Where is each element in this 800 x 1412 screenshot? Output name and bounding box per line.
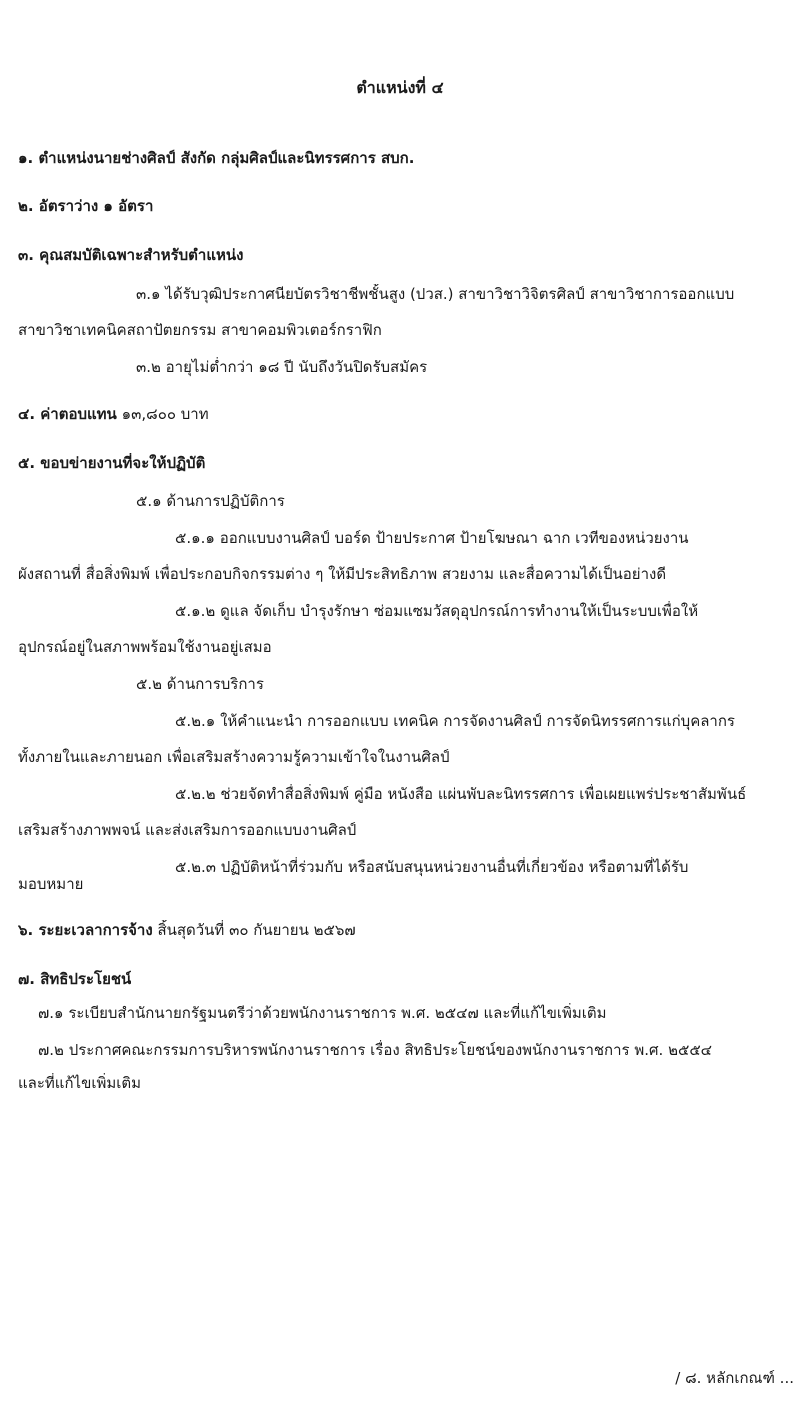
section-7-item-2-line-1: ๗.๒ ประกาศคณะกรรมการบริหารพนักงานราชการ เรื่อง สิทธิประโยชน์ของพนักงานราชการ พ.ศ. ๒๕๕๔ <box>38 1041 713 1059</box>
section-5-item-1-1-line-1: ๕.๑.๑ ออกแบบงานศิลป์ บอร์ด ป้ายประกาศ ป้ายโฆษณา ฉาก เวทีของหน่วยงาน <box>175 529 689 547</box>
section-3-heading: ๓. คุณสมบัติเฉพาะสำหรับตำแหน่ง <box>18 246 244 264</box>
section-5-item-1-1-line-2: ผังสถานที่ สื่อสิ่งพิมพ์ เพื่อประกอบกิจกรรมต่าง ๆ ให้มีประสิทธิภาพ สวยงาม และสื่อความได้เป็นอย่างดี <box>18 565 667 583</box>
section-5-item-2-3-line-2: มอบหมาย <box>18 875 84 893</box>
section-3-item-1-line-1: ๓.๑ ได้รับวุฒิประกาศนียบัตรวิชาชีพชั้นสูง (ปวส.) สาขาวิชาวิจิตรศิลป์ สาขาวิชาการออกแบบ <box>136 285 735 303</box>
section-5-item-2-3-line-1: ๕.๒.๓ ปฏิบัติหน้าที่ร่วมกับ หรือสนับสนุนหน่วยงานอื่นที่เกี่ยวข้อง หรือตามที่ได้รับ <box>175 858 689 876</box>
section-5-item-1-2-line-2: อุปกรณ์อยู่ในสภาพพร้อมใช้งานอยู่เสมอ <box>18 638 272 656</box>
section-5-heading: ๕. ขอบข่ายงานที่จะให้ปฏิบัติ <box>18 454 206 472</box>
section-5-item-2-1-line-1: ๕.๒.๑ ให้คำแนะนำ การออกแบบ เทคนิค การจัดงานศิลป์ การจัดนิทรรศการแก่บุคลากร <box>175 712 735 730</box>
section-2-heading: ๒. อัตราว่าง ๑ อัตรา <box>18 197 154 215</box>
page-title: ตำแหน่งที่ ๔ <box>356 78 444 97</box>
section-6-value: สิ้นสุดวันที่ ๓๐ กันยายน ๒๕๖๗ <box>152 921 356 939</box>
section-6-label: ๖. ระยะเวลาการจ้าง <box>18 921 153 939</box>
section-1-heading: ๑. ตำแหน่งนายช่างศิลป์ สังกัด กลุ่มศิลป์และนิทรรศการ สบก. <box>18 149 415 167</box>
section-4-value: ๑๓,๘๐๐ บาท <box>116 405 209 423</box>
section-4-label: ๔. ค่าตอบแทน <box>18 405 117 423</box>
section-7-heading: ๗. สิทธิประโยชน์ <box>18 970 132 988</box>
section-7-item-2-line-2: และที่แก้ไขเพิ่มเติม <box>18 1074 142 1092</box>
section-5-item-2-2-line-1: ๕.๒.๒ ช่วยจัดทำสื่อสิ่งพิมพ์ คู่มือ หนังสือ แผ่นพับละนิทรรศการ เพื่อเผยแพร่ประชาสัมพันธ์ <box>175 785 747 803</box>
page-continuation-note: / ๘. หลักเกณฑ์ ... <box>675 1369 794 1387</box>
section-5-item-1-2-line-1: ๕.๑.๒ ดูแล จัดเก็บ บำรุงรักษา ซ่อมแซมวัสดุอุปกรณ์การทำงานให้เป็นระบบเพื่อให้ <box>175 602 699 620</box>
section-6-employment-period <box>18 920 356 940</box>
section-3-item-2: ๓.๒ อายุไม่ต่ำกว่า ๑๘ ปี นับถึงวันปิดรับสมัคร <box>136 358 428 376</box>
section-7-item-1: ๗.๑ ระเบียบสำนักนายกรัฐมนตรีว่าด้วยพนักงานราชการ พ.ศ. ๒๕๔๗ และที่แก้ไขเพิ่มเติม <box>38 1004 607 1022</box>
section-4-compensation <box>18 404 209 424</box>
section-5-item-2-1-line-2: ทั้งภายในและภายนอก เพื่อเสริมสร้างความรู้ความเข้าใจในงานศิลป์ <box>18 748 450 766</box>
section-5-item-2-2-line-2: เสริมสร้างภาพพจน์ และส่งเสริมการออกแบบงานศิลป์ <box>18 821 357 839</box>
section-3-item-1-line-2: สาขาวิชาเทคนิคสถาปัตยกรรม สาขาคอมพิวเตอร์กราฟิก <box>18 321 382 339</box>
section-5-sub-1: ๕.๑ ด้านการปฏิบัติการ <box>136 492 285 510</box>
section-5-sub-2: ๕.๒ ด้านการบริการ <box>136 675 264 693</box>
